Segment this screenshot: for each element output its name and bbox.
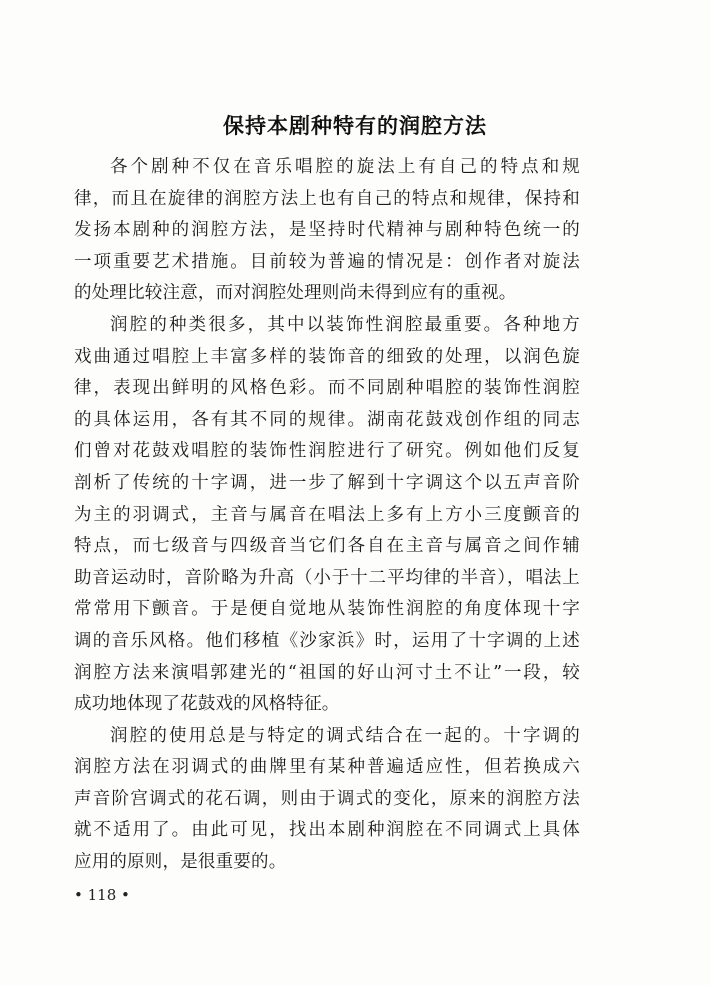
- text-line: 为主的羽调式，主音与属音在唱法上多有上方小三度颤音的: [74, 504, 580, 525]
- text-line: 戏曲通过唱腔上丰富多样的装饰音的细致的处理，以润色旋: [74, 346, 580, 367]
- text-line: 润腔的种类很多，其中以装饰性润腔最重要。各种地方: [110, 314, 580, 335]
- text-line: 调的音乐风格。他们移植《沙家浜》时，运用了十字调的上述: [74, 630, 580, 651]
- text-line: 应用的原则，是很重要的。: [74, 852, 287, 873]
- page-number: • 118 •: [74, 886, 130, 904]
- text-line: 成功地体现了花鼓戏的风格特征。: [74, 694, 340, 715]
- text-line: 的具体运用，各有其不同的规律。湖南花鼓戏创作组的同志: [74, 409, 580, 430]
- text-line: 各个剧种不仅在音乐唱腔的旋法上有自己的特点和规: [110, 157, 580, 177]
- text-line: 特点，而七级音与四级音当它们各自在主音与属音之间作辅: [74, 536, 580, 557]
- text-line: 剖析了传统的十字调，进一步了解到十字调这个以五声音阶: [74, 472, 580, 493]
- text-line: 润腔方法来演唱郭建光的“祖国的好山河寸土不让”一段，较: [74, 662, 580, 683]
- text-line: 润腔方法在羽调式的曲牌里有某种普遍适应性，但若换成六: [74, 757, 580, 778]
- page-title: 保持本剧种特有的润腔方法: [223, 114, 487, 138]
- text-line: 助音运动时，音阶略为升高（小于十二平均律的半音），唱法上: [74, 567, 580, 588]
- text-line: 们曾对花鼓戏唱腔的装饰性润腔进行了研究。例如他们反复: [74, 441, 580, 462]
- text-line: 律，而且在旋律的润腔方法上也有自己的特点和规律，保持和: [74, 188, 580, 209]
- text-line: 常常用下颤音。于是便自觉地从装饰性润腔的角度体现十字: [74, 599, 580, 620]
- text-line: 声音阶宫调式的花石调，则由于调式的变化，原来的润腔方法: [74, 788, 580, 809]
- text-line: 律，表现出鲜明的风格色彩。而不同剧种唱腔的装饰性润腔: [74, 378, 580, 399]
- text-line: 发扬本剧种的润腔方法，是坚持时代精神与剧种特色统一的: [74, 220, 580, 241]
- text-line: 的处理比较注意，而对润腔处理则尚未得到应有的重视。: [74, 283, 517, 304]
- text-line: 就不适用了。由此可见，找出本剧种润腔在不同调式上具体: [74, 820, 580, 841]
- text-line: 一项重要艺术措施。目前较为普遍的情况是：创作者对旋法: [74, 251, 580, 272]
- text-line: 润腔的使用总是与特定的调式结合在一起的。十字调的: [110, 725, 580, 746]
- body-text: [74, 152, 580, 879]
